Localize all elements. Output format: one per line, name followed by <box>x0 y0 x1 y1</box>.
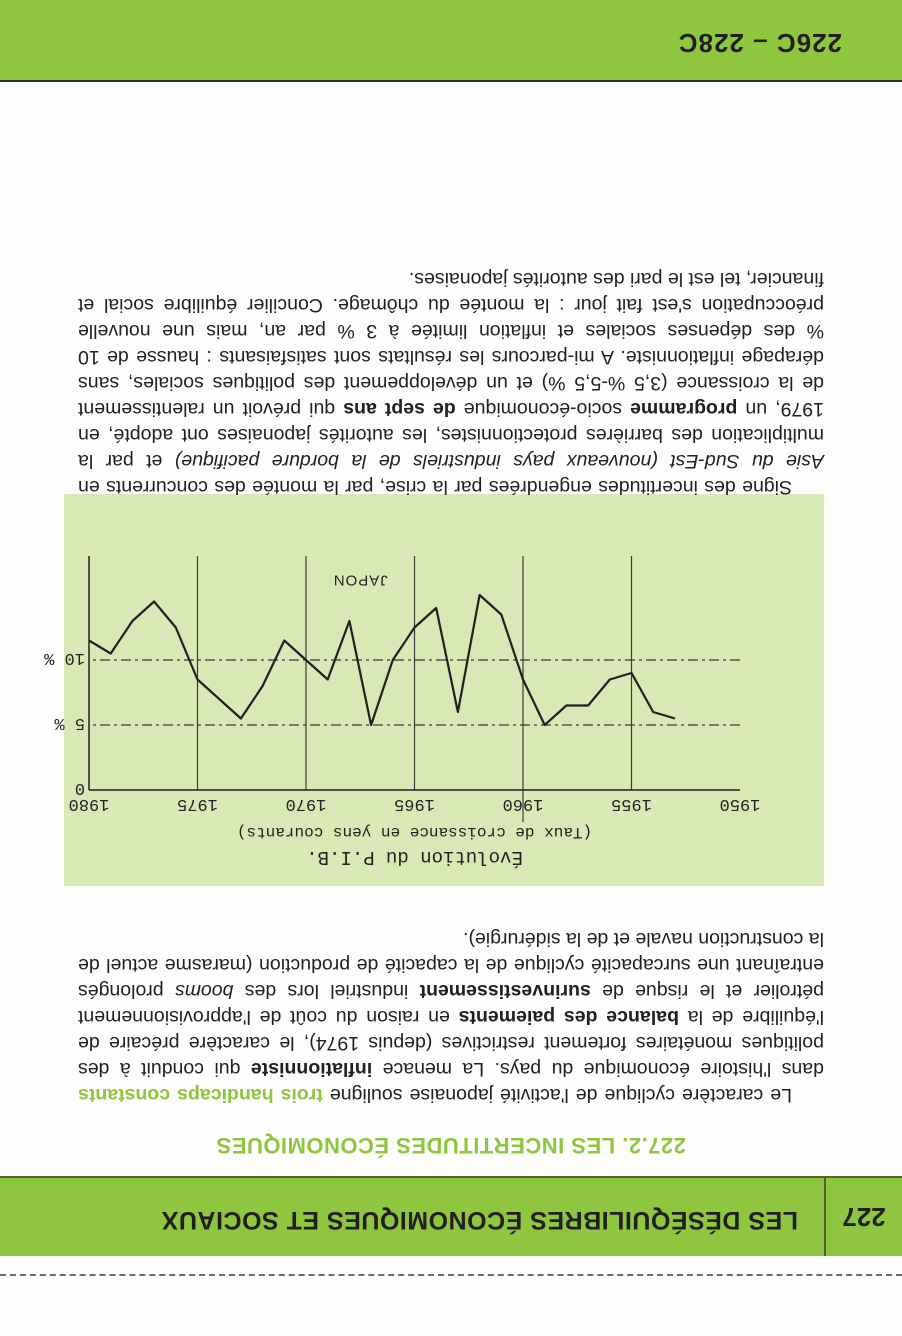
bold-term: inflationniste <box>250 1058 373 1080</box>
x-tick-label: 1950 <box>719 794 761 813</box>
x-tick-label: 1960 <box>502 794 544 813</box>
text: et par la multiplication des barrières protectionnistes, les autorités japonaises ont adopté, en 1979, un <box>78 398 824 472</box>
bold-term: programme <box>630 398 738 420</box>
footer-band <box>0 0 902 80</box>
chapter-title: LES DÉSÉQUILIBRES ÉCONOMIQUES ET SOCIAUX <box>161 1206 798 1234</box>
chart-subtitle: (Taux de croissance en yens courants) <box>236 823 593 841</box>
text: qui prévoit un ralentissement de la croissance (3,5 %-5,5 %) et un développement des politiques sociales, sans dérapage inflationniste. A mi-parcours les résultats sont satisfaisants : hausse de 10 % des dépenses sociales et inflation limitée à 3 % par an, mais une nouvelle préoccupation s'est fait jour : la montée du chômage. Concilier équilibre social et financier, tel est le pari des autorités japonaises. <box>77 268 824 420</box>
chapter-number: 227 <box>824 1178 902 1256</box>
italic-term: Asie du Sud-Est (nouveaux pays industriels de la bordure pacifique) <box>174 450 824 472</box>
x-tick-label: 1975 <box>177 794 218 813</box>
footer-rule <box>0 80 902 82</box>
x-tick-label: 1955 <box>611 794 652 813</box>
text: dans l'histoire économique du pays. La menace <box>372 1058 824 1080</box>
series-label: JAPON <box>332 571 388 589</box>
text: socio-économique <box>455 398 631 420</box>
text: Signe des incertitudes engendrées par la crise, par la montée des concurrents en <box>78 476 792 498</box>
y-tick-label: 0 <box>74 778 85 797</box>
italic-term: booms <box>174 980 234 1002</box>
x-tick-label: 1970 <box>285 794 327 813</box>
chart-title: Évolution du P.I.B. <box>306 846 523 868</box>
text: en raison du coût de l'approvisionnement pétrolier et le risque de <box>78 980 824 1028</box>
text: prolongés entraînant une surcapacité cyclique de la capacité de production (marasme actuel de la construction navale et de la sidérurgie). <box>78 928 824 1002</box>
gdp-chart <box>44 494 824 886</box>
chapter-header <box>0 1176 902 1256</box>
text: qui conduit à des politiques monétaires fortement restrictives (depuis 1974), le caractère précaire de l'équilibre de la <box>77 1006 824 1080</box>
section-title: 227.2. LES INCERTITUDES ÉCONOMIQUES <box>216 1133 686 1158</box>
y-tick-label: 5 % <box>54 713 85 732</box>
x-tick-label: 1965 <box>394 794 435 813</box>
highlight-term: trois handicaps constants <box>78 1084 323 1106</box>
bold-term: surinvestissement <box>419 980 591 1002</box>
bold-term: de sept ans <box>343 398 456 420</box>
paragraph-programme <box>78 266 824 500</box>
text: industriel lors des <box>233 980 420 1002</box>
text: Le caractère cyclique de l'activité japonaise souligne <box>322 1084 792 1106</box>
bold-term: balance des paiements <box>458 1006 679 1028</box>
cut-line-top <box>0 1274 902 1276</box>
x-tick-label: 1980 <box>68 794 110 813</box>
cross-reference-code: 226C – 228C <box>677 28 842 58</box>
paragraph-handicaps <box>78 926 824 1108</box>
chart-panel <box>44 494 824 886</box>
y-tick-label: 10 % <box>44 648 85 667</box>
